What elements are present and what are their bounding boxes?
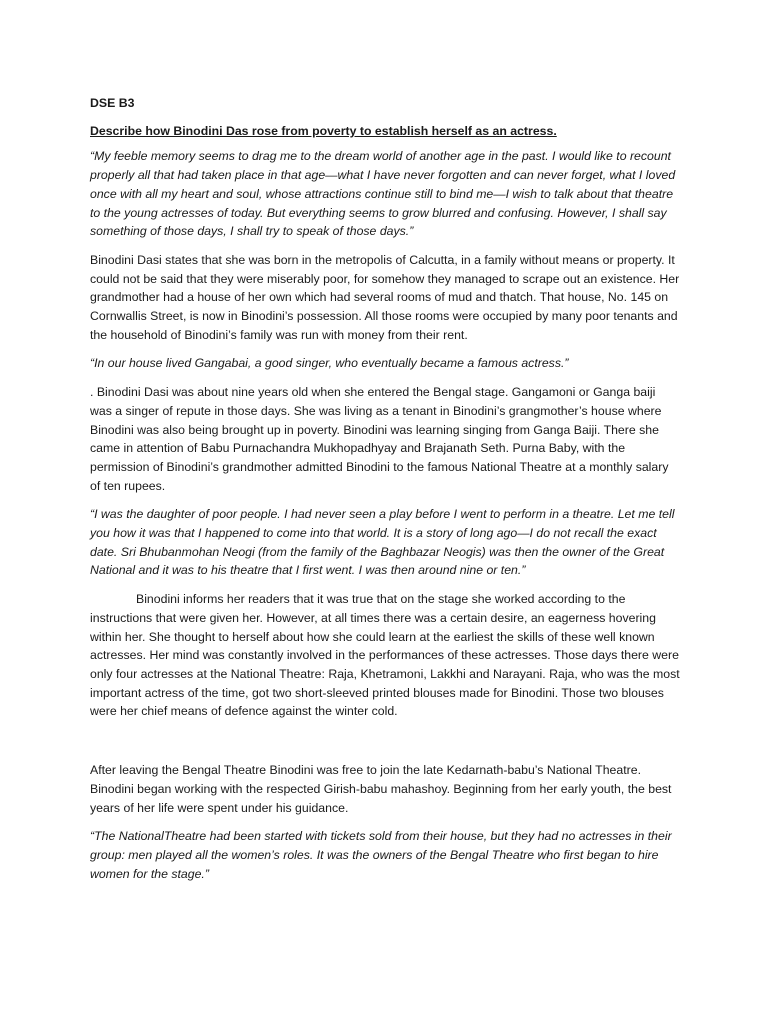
body-paragraph: . Binodini Dasi was about nine years old when she entered the Bengal stage. Gangamoni or Ganga baiji was a singer of repute in those days. She was living as a tenant in Binodini’s grangmother’s house where Binodini was also being brought up in poverty. Binodini was learning singing from Ganga Baiji. There she came in attention of Babu Purnachandra Mukhopadhyay and Brajanath Seth. Purna Baby, with the permission of Binodini’s grandmother admitted Binodini to the famous National Theatre at a monthly salary of ten rupees. <box>90 385 669 493</box>
quote-paragraph: “In our house lived Gangabai, a good singer, who eventually became a famous actress.” <box>90 356 569 371</box>
question-heading: Describe how Binodini Das rose from poverty to establish herself as an actress. <box>90 123 557 138</box>
body-paragraph: After leaving the Bengal Theatre Binodini was free to join the late Kedarnath-babu’s National Theatre. Binodini began working with the respected Girish-babu mahashoy. Beginning from her early youth, the best years of her life were spent under his guidance. <box>90 763 672 815</box>
quote-paragraph: “I was the daughter of poor people. I had never seen a play before I went to perform in a theatre. Let me tell you how it was that I happened to come into that world. It is a story of long ago—I do not recall the exact date. Sri Bhubanmohan Neogi (from the family of the Baghbazar Neogis) was then the owner of the Great National and it was to his theatre that I first went. I was then around nine or ten.” <box>90 507 675 578</box>
body-paragraph: Binodini Dasi states that she was born in the metropolis of Calcutta, in a family without means or property. It could not be said that they were miserably poor, for somehow they managed to scrape out an existence. Her grandmother had a house of her own which had several rooms of mud and thatch. That house, No. 145 on Cornwallis Street, is now in Binodini’s possession. All those rooms were occupied by many poor tenants and the household of Binodini’s family was run with money from their rent. <box>90 252 680 342</box>
course-code: DSE B3 <box>90 96 135 110</box>
quote-paragraph: “My feeble memory seems to drag me to the dream world of another age in the past. I would like to recount properly all that had taken place in that age—what I have never forgotten and can never forget, what I loved once with all my heart and soul, whose attractions continue still to bind me—I wish to talk about that theatre to the young actresses of today. But everything seems to grow blurred and confusing. However, I shall say something of those days, I shall try to speak of those days.” <box>90 149 676 239</box>
body-paragraph: Binodini informs her readers that it was true that on the stage she worked according to the instructions that were given her. However, at all times there was a certain desire, an eagerness hovering within her. She thought to herself about how she could learn at the earliest the skills of these well known actresses. Her mind was constantly involved in the performances of these actresses. Those days there were only four actresses at the National Theatre: Raja, Khetramoni, Lakkhi and Narayani. Raja, who was the most important actress of the time, got two short-sleeved printed blouses made for Binodini. Those two blouses were her chief means of defence against the winter cold. <box>90 592 680 719</box>
quote-paragraph: “The NationalTheatre had been started with tickets sold from their house, but they had no actresses in their group: men played all the women’s roles. It was the owners of the Bengal Theatre who first began to hire women for the stage.” <box>90 829 672 881</box>
document-page <box>90 94 680 883</box>
